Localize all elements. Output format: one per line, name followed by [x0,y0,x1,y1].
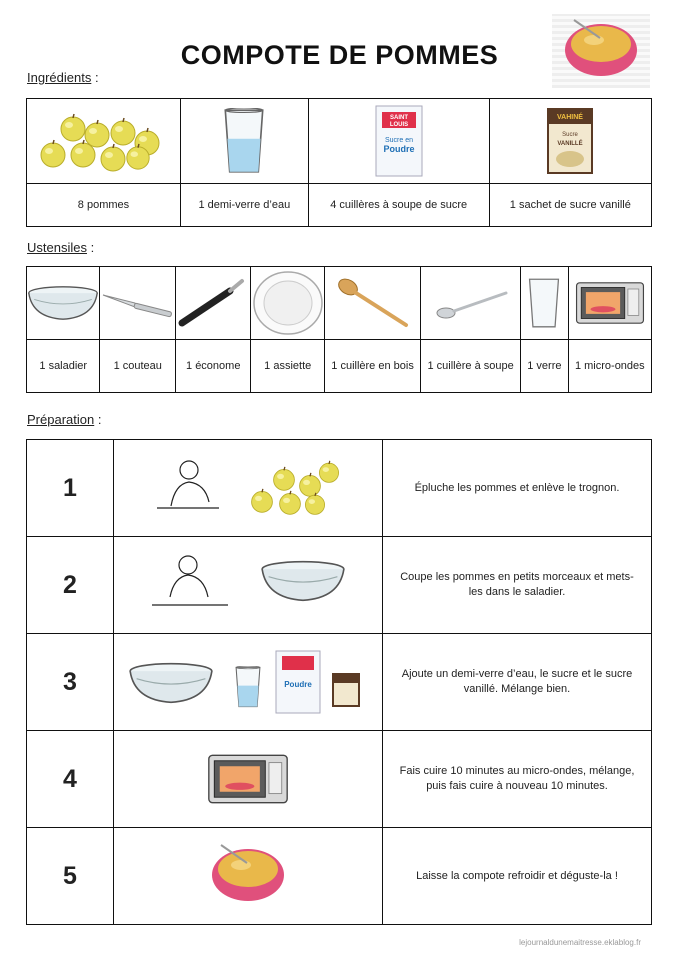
ingredient-label: 8 pommes [27,184,181,227]
ingredient-label: 4 cuillères à soupe de sucre [308,184,489,227]
sugar-brand-text: LOUIS [389,122,408,128]
utensil-cell [251,267,324,340]
step-picture [114,731,383,828]
ingredients-heading-colon: : [91,70,99,85]
utensil-cell [324,267,420,340]
utensil-label: 1 saladier [27,340,100,393]
ingredient-label: 1 demi-verre d’eau [180,184,308,227]
utensil-label: 1 économe [175,340,251,393]
compote-bowl-icon [552,14,650,88]
vanilla-sugar-icon [543,104,597,178]
compote-bowl-icon [199,839,297,913]
utensils-heading-colon: : [86,240,95,255]
utensils-heading-text: Ustensiles [27,240,87,255]
step-row [27,731,652,828]
utensil-cell [100,267,176,340]
microwave-icon [575,279,645,327]
utensil-label: 1 assiette [251,340,324,393]
step-number: 3 [27,634,114,731]
knife-icon [101,283,175,323]
step-number: 1 [27,440,114,537]
sugar-label-text: Poudre [284,680,312,689]
ingredients-table [26,98,652,227]
step-row [27,440,652,537]
ingredients-heading [27,70,99,85]
step-row [27,634,652,731]
step-text: Ajoute un demi-verre d’eau, le sucre et le sucre vanillé. Mélange bien. [383,634,652,731]
step-number: 5 [27,828,114,925]
ingredient-label: 1 sachet de sucre vanillé [489,184,651,227]
page-title: COMPOTE DE POMMES [180,40,499,70]
vanilla-brand-text: VAHINÉ [557,114,584,121]
utensil-cell [175,267,251,340]
sugar-box-icon [372,104,426,178]
utensils-heading [27,240,94,255]
child-cutting-icon [148,553,348,617]
utensil-cell [27,267,100,340]
step-text: Épluche les pommes et enlève le trognon. [383,440,652,537]
compote-photo [552,14,650,88]
water-glass-icon [222,104,266,178]
vanilla-label-text: Sucre [562,132,579,138]
preparation-heading-colon: : [94,412,102,427]
utensil-cell [521,267,569,340]
utensil-label: 1 cuillère à soupe [421,340,521,393]
ingredient-cell [27,99,181,184]
utensil-cell [568,267,651,340]
utensil-label: 1 verre [521,340,569,393]
utensil-cell [421,267,521,340]
step-row [27,828,652,925]
child-peeling-icon [153,456,343,520]
step-picture [114,537,383,634]
utensil-label: 1 cuillère en bois [324,340,420,393]
step-number: 4 [27,731,114,828]
preparation-heading-text: Préparation [27,412,95,427]
ingredient-cell [180,99,308,184]
ingredients-mix-icon [128,647,368,717]
peeler-icon [176,275,250,331]
utensil-label: 1 couteau [100,340,176,393]
step-number: 2 [27,537,114,634]
sugar-label-text: Sucre en [384,137,413,144]
soup-spoon-icon [434,283,508,323]
apples-icon [38,109,168,173]
microwave-icon [207,751,289,807]
plate-icon [252,270,324,336]
sugar-label-text: Poudre [383,144,415,154]
ingredient-cell [489,99,651,184]
step-picture [114,440,383,537]
preparation-table [26,439,652,925]
utensils-table [26,266,652,393]
wooden-spoon-icon [336,275,410,331]
step-text: Laisse la compote refroidir et déguste-la ! [383,828,652,925]
sugar-brand-text: SAINT [389,115,408,121]
footer-credit: lejournaldunemaitresse.eklablog.fr [519,938,641,947]
step-text: Coupe les pommes en petits morceaux et mets-les dans le saladier. [383,537,652,634]
salad-bowl-icon [27,283,99,323]
step-picture [114,828,383,925]
vanilla-label-text: VANILLÉ [557,141,583,147]
utensil-label: 1 micro-ondes [568,340,651,393]
step-row [27,537,652,634]
glass-icon [527,276,561,330]
preparation-heading [27,412,101,427]
step-text: Fais cuire 10 minutes au micro-ondes, mélange, puis fais cuire à nouveau 10 minutes. [383,731,652,828]
ingredient-cell [308,99,489,184]
step-picture [114,634,383,731]
ingredients-heading-text: Ingrédients [27,70,92,85]
